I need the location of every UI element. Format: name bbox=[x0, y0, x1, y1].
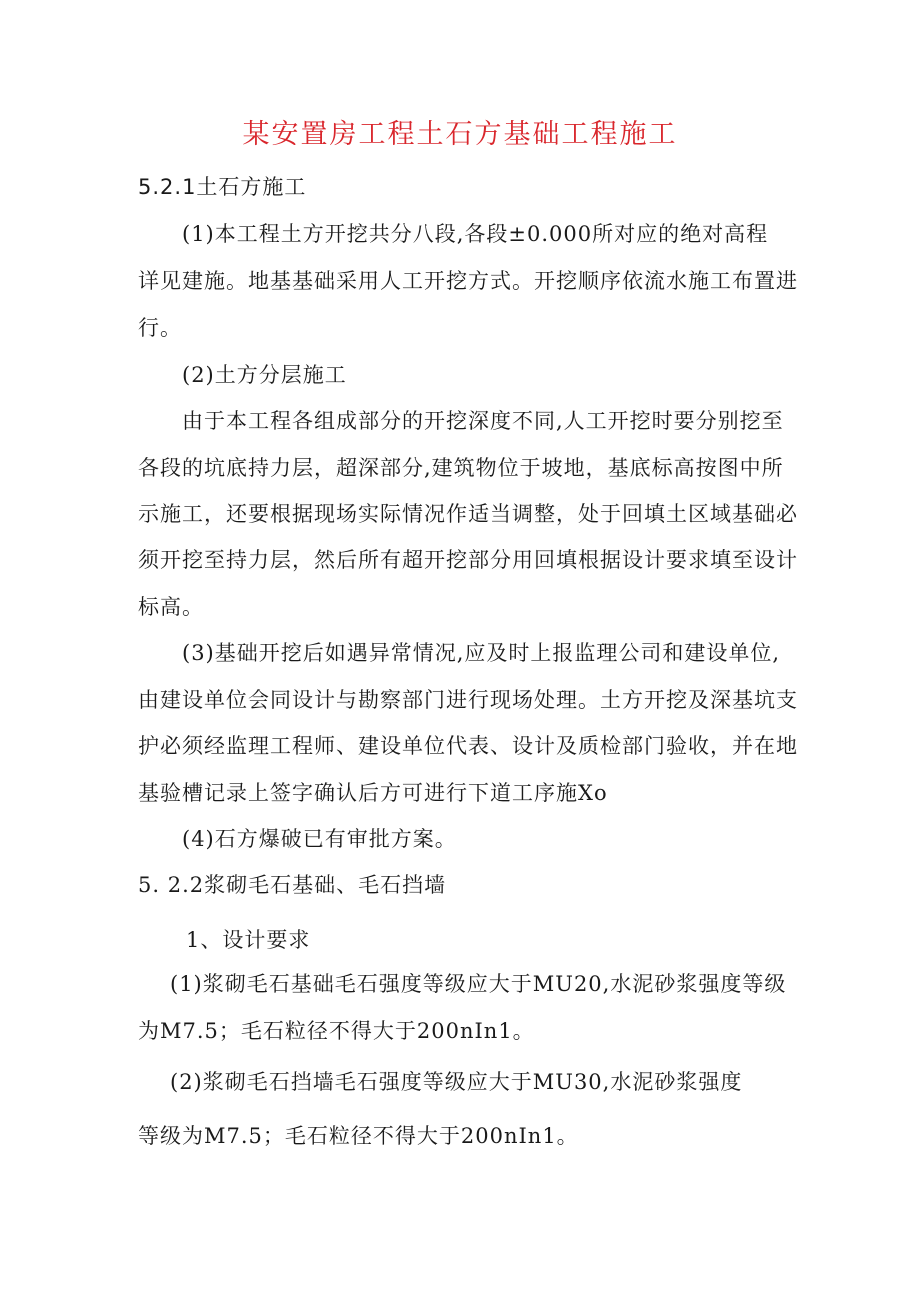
document-title: 某安置房工程土石方基础工程施工 bbox=[242, 119, 678, 150]
requirement-1-line-2: 为M7.5；毛石粒径不得大于200nIn1。 bbox=[138, 1019, 535, 1043]
requirement-1-line-1: (1)浆砌毛石基础毛石强度等级应大于MU20,水泥砂浆强度等级 bbox=[170, 972, 787, 996]
paragraph-2-line-1: 由于本工程各组成部分的开挖深度不同,人工开挖时要分别挖至 bbox=[182, 409, 784, 433]
requirement-2-line-1: (2)浆砌毛石挡墙毛石强度等级应大于MU30,水泥砂浆强度 bbox=[170, 1070, 743, 1094]
paragraph-1-line-3: 行。 bbox=[138, 316, 182, 340]
paragraph-3-line-4: 基验槽记录上签字确认后方可进行下道工序施Xo bbox=[138, 781, 608, 805]
paragraph-3-line-2: 由建设单位会同设计与勘察部门进行现场处理。土方开挖及深基坑支 bbox=[138, 688, 798, 712]
paragraph-1-line-1: (1)本工程土方开挖共分八段,各段±0.000所对应的绝对高程 bbox=[182, 222, 769, 246]
paragraph-1-line-2: 详见建施。地基基础采用人工开挖方式。开挖顺序依流水施工布置进 bbox=[138, 269, 798, 293]
paragraph-2-line-4: 须开挖至持力层，然后所有超开挖部分用回填根据设计要求填至设计 bbox=[138, 548, 798, 572]
section-heading-5-2-2: 5. 2.2浆砌毛石基础、毛石挡墙 bbox=[138, 873, 447, 897]
paragraph-2-line-2: 各段的坑底持力层，超深部分,建筑物位于坡地，基底标高按图中所 bbox=[138, 456, 784, 480]
requirement-2-line-2: 等级为M7.5；毛石粒径不得大于200nIn1。 bbox=[138, 1124, 579, 1148]
paragraph-2-line-3: 示施工，还要根据现场实际情况作适当调整，处于回填土区域基础必 bbox=[138, 502, 798, 526]
paragraph-4: (4)石方爆破已有审批方案。 bbox=[182, 827, 457, 851]
paragraph-2-heading: (2)土方分层施工 bbox=[182, 363, 347, 387]
paragraph-3-line-1: (3)基础开挖后如遇异常情况,应及时上报监理公司和建设单位, bbox=[182, 641, 781, 665]
subheading-design-requirements: 1、设计要求 bbox=[186, 928, 311, 952]
paragraph-2-line-5: 标高。 bbox=[138, 595, 204, 619]
section-heading-5-2-1: 5.2.1土石方施工 bbox=[138, 175, 307, 199]
paragraph-3-line-3: 护必须经监理工程师、建设单位代表、设计及质检部门验收，并在地 bbox=[138, 734, 798, 758]
